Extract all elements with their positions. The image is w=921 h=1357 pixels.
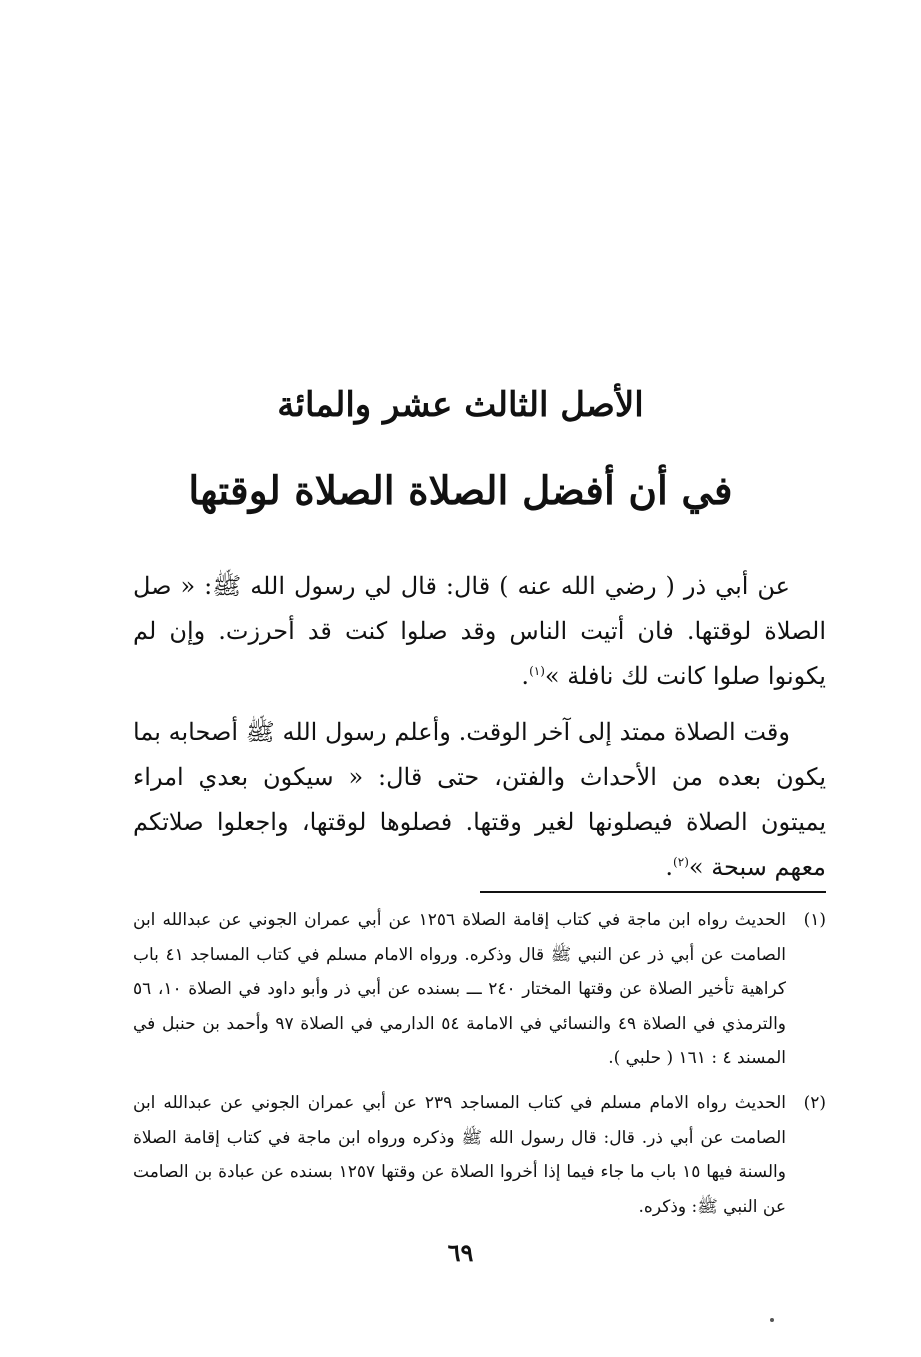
body-paragraph xyxy=(133,710,826,890)
footnote xyxy=(133,1086,826,1224)
paragraph-end: . xyxy=(665,853,674,881)
footnote-number: (١) xyxy=(803,910,826,930)
chapter-title: الأصل الثالث عشر والمائة xyxy=(277,385,644,425)
footnote-divider xyxy=(480,891,826,893)
chapter-subtitle: في أن أفضل الصلاة الصلاة لوقتها xyxy=(188,468,733,514)
paragraph-end: . xyxy=(521,662,530,690)
body-paragraph xyxy=(133,564,826,699)
scan-speck xyxy=(770,1318,774,1322)
footnote xyxy=(133,903,826,1076)
footnote-reference: (٢) xyxy=(673,855,689,869)
footnote-reference: (١) xyxy=(529,664,545,678)
footnote-text: الحديث رواه ابن ماجة في كتاب إقامة الصلاة ١٢٥٦ عن أبي عمران الجوني عن عبدالله ابن الصامت عن أبي ذر عن النبي ﷺ قال وذكره. ورواه الامام مسلم في كتاب المساجد ٤١ باب كراهية تأخير الصلاة عن وقتها المختار ٢٤٠ ـــ بسنده عن أبي ذر وأبو داود في الصلاة ١٠، ٥٦ والترمذي في الصلاة ٤٩ والنسائي في الامامة ٥٤ الدارمي في الصلاة ٩٧ وأحمد بن حنبل في المسند ٤ : ١٦١ ( حلبي ). xyxy=(133,910,787,1068)
paragraph-text: وقت الصلاة ممتد إلى آخر الوقت. وأعلم رسول الله ﷺ أصحابه بما يكون بعده من الأحداث والفتن، حتى قال: « سيكون بعدي امراء يميتون الصلاة فيصلونها لغير وقتها. فصلوها لوقتها، واجعلوا صلاتكم معهم سبحة » xyxy=(133,718,826,881)
footnote-number: (٢) xyxy=(803,1093,826,1113)
page-number: ٦٩ xyxy=(447,1238,474,1267)
footnote-text: الحديث رواه الامام مسلم في كتاب المساجد ٢٣٩ عن أبي عمران الجوني عن عبدالله ابن الصامت عن أبي ذر. قال: قال رسول الله ﷺ وذكره ورواه ابن ماجة في كتاب إقامة الصلاة والسنة فيها ١٥ باب ما جاء فيما إذا أخروا الصلاة عن وقتها ١٢٥٧ بسنده عن عبادة بن الصامت عن النبي ﷺ: وذكره. xyxy=(133,1093,786,1217)
paragraph-text: عن أبي ذر ( رضي الله عنه ) قال: قال لي رسول الله ﷺ: « صل الصلاة لوقتها. فان أتيت الناس وقد صلوا كنت قد أحرزت. وإن لم يكونوا صلوا كانت لك نافلة » xyxy=(133,572,826,690)
